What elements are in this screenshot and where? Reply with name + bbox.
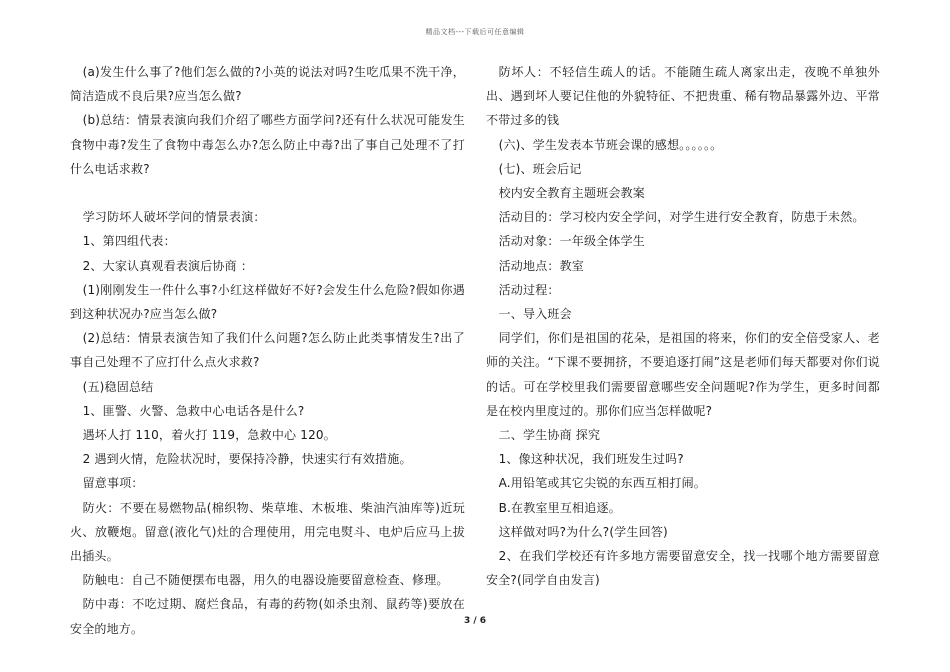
paragraph: 防中毒：不吃过期、腐烂食品，有毒的药物(如杀虫剂、鼠药等)要放在安全的地方。: [70, 597, 465, 636]
paragraph: (b)总结：情景表演向我们介绍了哪些方面学问?还有什么状况可能发生食物中毒?发生了食物中毒怎么办?怎么防止中毒?出了事自己处理不了打什么电话求救?: [70, 113, 465, 176]
paragraph: 活动地点：教室: [498, 258, 584, 273]
paragraph: 留意事项：: [82, 476, 144, 491]
right-column: [486, 60, 880, 592]
paragraph: 防坏人：不轻信生疏人的话。不能随生疏人离家出走，夜晚不单独外出、遇到坏人要记住他的外貌特征、不把贵重、稀有物品暴露外边、平常不带过多的钱: [486, 65, 880, 128]
paragraph: 防火：不要在易燃物品(棉织物、柴草堆、木板堆、柴油汽油库等)近玩火、放鞭炮。留意(液化气)灶的合理使用，用完电熨斗、电炉后应马上拔出插头。: [70, 500, 465, 564]
paragraph: 活动对象：一年级全体学生: [498, 234, 645, 249]
paragraph: B.在教室里互相追逐。: [498, 500, 621, 515]
paragraph: 2、在我们学校还有许多地方需要留意安全，找一找哪个地方需要留意安全?(同学自由发言): [486, 549, 880, 588]
paragraph: 活动目的：学习校内安全学问，对学生进行安全教育，防患于未然。: [498, 210, 865, 225]
page-header: 精品文档---下载后可任意编辑: [425, 28, 525, 36]
paragraph: A.用铅笔或其它尖锐的东西互相打闹。: [498, 476, 707, 491]
page-number: 3 / 6: [463, 616, 487, 626]
section-heading: 二、学生协商 探究: [498, 428, 601, 443]
paragraph: 2 遇到火情，危险状况时，要保持冷静，快速实行有效措施。: [82, 452, 412, 467]
paragraph: 1、匪警、火警、急救中心电话各是什么?: [82, 403, 305, 418]
paragraph: (2)总结：情景表演告知了我们什么问题?怎么防止此类事情发生?出了事自己处理不了应打什么点火求救?: [70, 331, 465, 370]
paragraph: 这样做对吗?为什么?(学生回答): [498, 524, 668, 539]
left-column: [70, 60, 465, 641]
section-heading: (五)稳固总结: [82, 379, 154, 394]
paragraph: 2、大家认真观看表演后协商 ：: [82, 258, 254, 273]
paragraph: 学习防坏人破坏学问的情景表演：: [82, 210, 266, 225]
paragraph: 同学们，你们是祖国的花朵，是祖国的将来，你们的安全倍受家人、老师的关注。“下课不要拥挤，不要追逐打闹”这是老师们每天都要对你们说的话。可在学校里我们需要留意哪些安全问题呢?作为学生，更多时间都是在校内里度过的。那你们应当怎样做呢?: [486, 331, 880, 418]
section-heading: 一、导入班会: [498, 307, 572, 322]
paragraph: (1)刚刚发生一件什么事?小红这样做好不好?会发生什么危险?假如你遇到这种状况办?应当怎么做?: [70, 282, 465, 322]
paragraph: 1、像这种状况，我们班发生过吗?: [498, 452, 684, 467]
paragraph: (a)发生什么事了?他们怎么做的?小英的说法对吗?生吃瓜果不洗干净，简洁造成不良后果?应当怎么做?: [70, 65, 465, 104]
paragraph: 防触电：自己不随便摆布电器，用久的电器设施要留意检查、修理。: [82, 573, 449, 588]
section-heading: (七)、班会后记: [498, 161, 582, 176]
document-title: 校内安全教育主题班会教案: [498, 186, 645, 201]
paragraph: (六)、学生发表本节班会课的感想。。。。。。: [498, 137, 723, 152]
paragraph: 1、第四组代表：: [82, 234, 176, 249]
paragraph: 活动过程：: [498, 282, 560, 297]
paragraph: 遇坏人打 110，着火打 119，急救中心 120。: [82, 428, 336, 443]
